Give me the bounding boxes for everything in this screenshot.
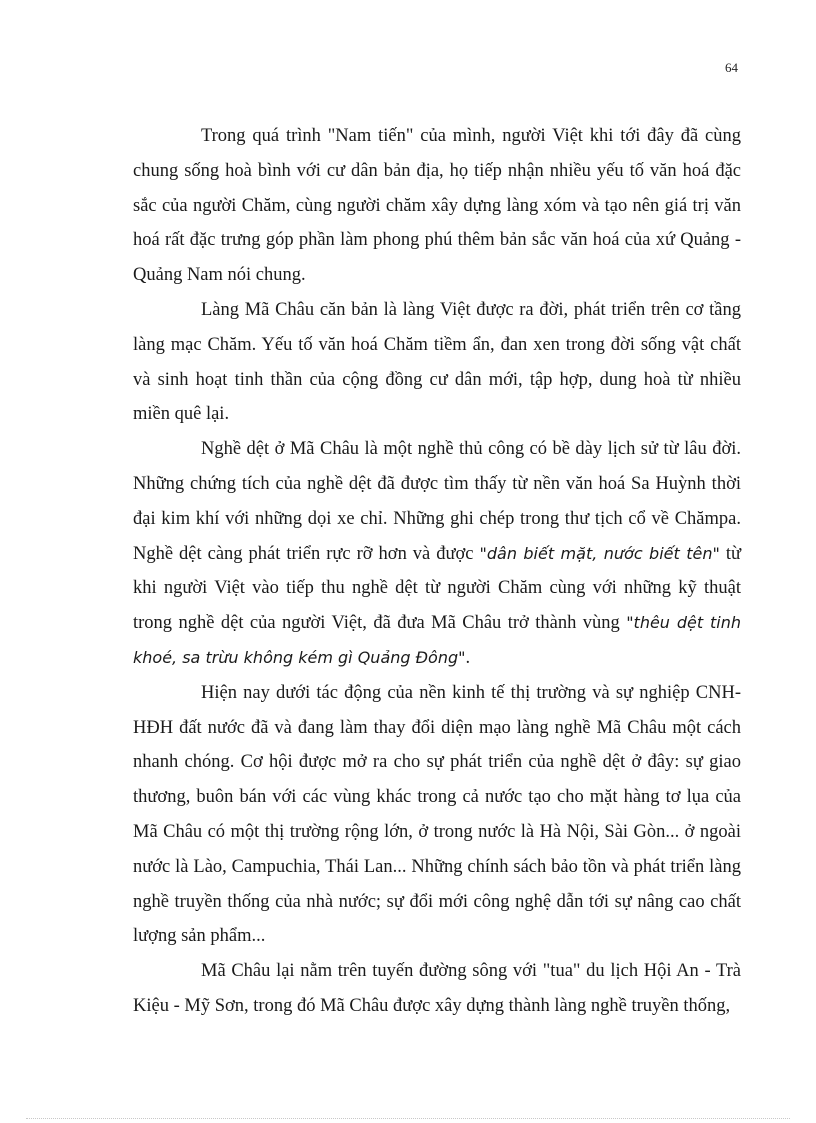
paragraph-nghe-det-text-3: . [465,647,471,668]
paragraph-lang-ma-chau: Làng Mã Châu căn bản là làng Việt được ra đời, phát triển trên cơ tầng làng mạc Chăm. Yếu tố văn hoá Chăm tiềm ẩn, đan xen trong đời sống vật chất và sinh hoạt tinh thần của cộng đồng cư dân mới, tập hợp, dung hoà từ nhiều miền quê lại. [133,299,741,425]
paragraph-nam-tien: Trong quá trình "Nam tiến" của mình, người Việt khi tới đây đã cùng chung sống hoà bình với cư dân bản địa, họ tiếp nhận nhiều yếu tố văn hoá đặc sắc của người Chăm, cùng người chăm xây dựng làng xóm và tạo nên giá trị văn hoá rất đặc trưng góp phần làm phong phú thêm bản sắc văn hoá của xứ Quảng - Quảng Nam nói chung. [133,126,741,286]
paragraph-nghe-det-text-2: từ khi người Việt vào tiếp thu nghề dệt từ người Chăm cùng với những kỹ thuật trong nghề dệt của người Việt, đã đưa Mã Châu trở thành vùng [133,543,741,634]
paragraph-hien-nay: Hiện nay dưới tác động của nền kinh tế thị trường và sự nghiệp CNH-HĐH đất nước đã và đang làm thay đổi diện mạo làng nghề Mã Châu một cách nhanh chóng. Cơ hội được mở ra cho sự phát triển của nghề dệt ở đây: sự giao thương, buôn bán với các vùng khác trong cả nước tạo cho mặt hàng tơ lụa của Mã Châu có một thị trường rộng lớn, ở trong nước là Hà Nội, Sài Gòn... ở ngoài nước là Lào, Campuchia, Thái Lan... Những chính sách bảo tồn và phát triển làng nghề truyền thống của nhà nước; sự đổi mới công nghệ dẫn tới sự nâng cao chất lượng sản phẩm... [133,682,741,947]
body-text [133,119,741,1024]
quote-theu-det: "thêu dệt tinh khoé, sa trừu không kém gì Quảng Đông" [133,613,741,667]
paragraph-du-lich: Mã Châu lại nằm trên tuyến đường sông với "tua" du lịch Hội An - Trà Kiệu - Mỹ Sơn, trong đó Mã Châu được xây dựng thành làng nghề truyền thống, [133,961,741,1016]
page-number: 64 [725,60,738,75]
paragraph-nghe-det-text-1: Nghề dệt ở Mã Châu là một nghề thủ công có bề dày lịch sử từ lâu đời. Những chứng tích của nghề dệt đã được tìm thấy từ nền văn hoá Sa Huỳnh thời đại kim khí với những dọi xe chỉ. Những ghi chép trong thư tịch cổ về Chămpa. Nghề dệt càng phát triển rực rỡ hơn và được [133,439,741,564]
paragraph-nghe-det [133,432,741,676]
footer-dotted-rule [26,1118,790,1119]
quote-dan-biet-mat: "dân biết mặt, nước biết tên" [479,543,720,563]
